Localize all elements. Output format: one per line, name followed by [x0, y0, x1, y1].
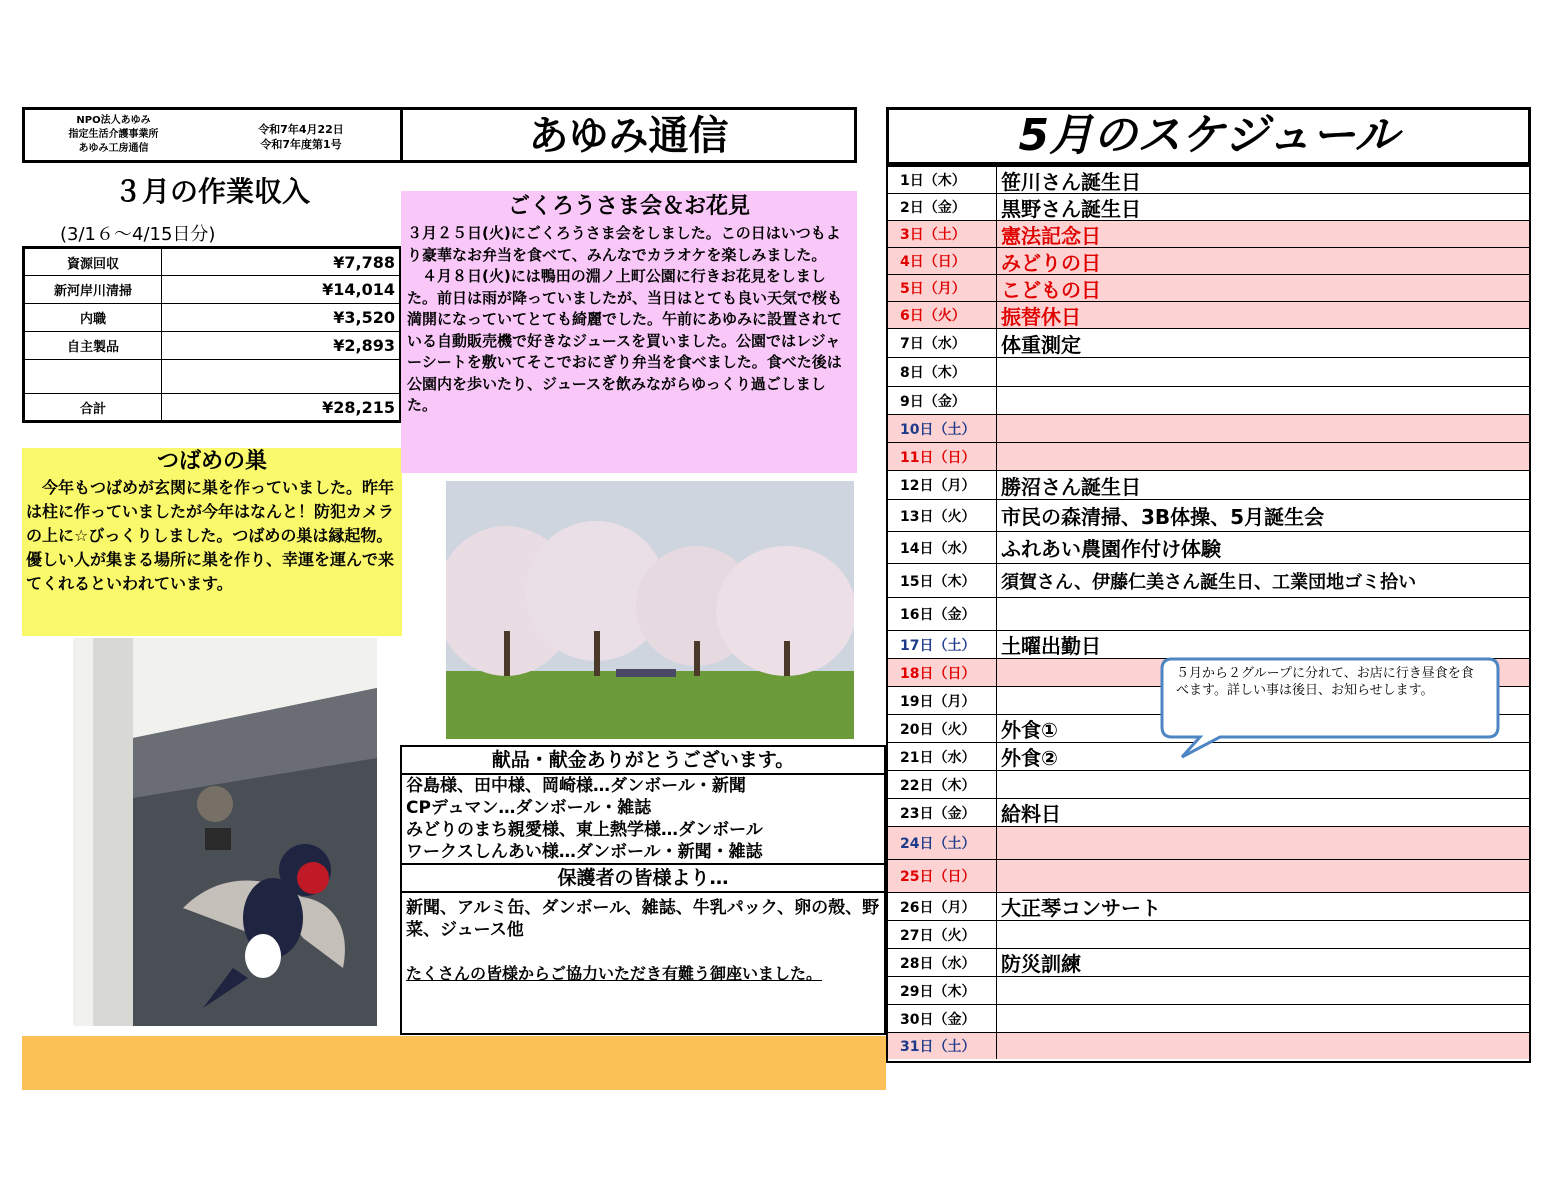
schedule-event: ふれあい農園作付け体験 — [1001, 537, 1221, 561]
schedule-row — [888, 949, 1529, 977]
schedule-event: 土曜出勤日 — [1001, 634, 1101, 658]
schedule-row-weekend — [888, 827, 1529, 860]
table-row — [24, 276, 401, 304]
schedule-day: 31日（土） — [888, 1033, 997, 1059]
schedule-event: 防災訓練 — [1001, 952, 1081, 976]
schedule-day: 24日（土） — [888, 827, 997, 859]
swallow-nest-section — [22, 448, 402, 636]
schedule-event — [997, 827, 1529, 859]
table-row — [24, 360, 401, 394]
schedule-day: 12日（月） — [888, 471, 997, 499]
schedule-day: 29日（木） — [888, 977, 997, 1004]
schedule-day: 23日（金） — [888, 799, 997, 826]
income-title: ３月の作業収入 — [113, 175, 310, 208]
schedule-row — [888, 977, 1529, 1005]
swallow-nest-photo — [73, 638, 377, 1026]
schedule-day: 28日（水） — [888, 949, 997, 976]
guardians-title: 保護者の皆様より… — [402, 863, 884, 893]
party-body — [407, 223, 851, 417]
income-label: 自主製品 — [24, 332, 162, 360]
schedule-event — [997, 358, 1529, 386]
newsletter-title: あゆみ通信 — [400, 107, 857, 163]
schedule-event: 笹川さん誕生日 — [1001, 169, 1141, 194]
org-facility: 指定生活介護事業所 — [68, 129, 159, 140]
table-row-total — [24, 394, 401, 422]
schedule-event: 外食① — [1001, 718, 1058, 742]
schedule-row — [888, 532, 1529, 564]
cherry-blossom-image — [446, 481, 854, 739]
org-block — [22, 107, 202, 163]
schedule-day: 11日（日） — [888, 443, 997, 470]
org-name: NPO法人あゆみ — [76, 115, 151, 126]
schedule-event — [997, 1005, 1529, 1032]
party-section — [401, 191, 857, 473]
schedule-event — [997, 1033, 1529, 1059]
schedule-row — [888, 194, 1529, 221]
schedule-event: みどりの日 — [1001, 250, 1101, 275]
schedule-event — [997, 921, 1529, 948]
schedule-event — [997, 598, 1529, 630]
swallow-nest-title: つばめの巣 — [156, 449, 267, 474]
schedule-row-holiday — [888, 275, 1529, 302]
swallow-nest-body: 今年もつばめが玄関に巣を作っていました。昨年は柱に作っていましたが今年はなんと！防犯カメラの上に☆びっくりしました。つばめの巣は縁起物。優しい人が集まる場所に巣を作り、幸運を運んで来てくれるといわれています。 — [26, 478, 395, 593]
schedule-day: 30日（金） — [888, 1005, 997, 1032]
schedule-event — [997, 977, 1529, 1004]
donation-line: ワークスしんあい様…ダンボール・新聞・雑誌 — [406, 842, 763, 862]
schedule-day: 18日（日） — [888, 659, 997, 686]
schedule-day: 7日（水） — [888, 329, 997, 357]
schedule-row — [888, 921, 1529, 949]
income-value: ¥3,520 — [162, 304, 401, 332]
schedule-row — [888, 358, 1529, 387]
schedule-event: 給料日 — [1001, 802, 1061, 826]
schedule-row — [888, 631, 1529, 659]
schedule-row-weekend — [888, 415, 1529, 443]
guardians-body — [402, 897, 884, 985]
schedule-row-weekend — [888, 1033, 1529, 1059]
footer-bar — [22, 1036, 886, 1090]
schedule-row — [888, 598, 1529, 631]
issue-date: 令和7年4月22日 — [258, 123, 344, 136]
party-paragraph-2: ４月８日(火)には鴨田の淵ノ上町公園に行きお花見をしました。前日は雨が降っていましたが、当日はとても良い天気で桜も満開になっていてとても綺麗でした。午前にあゆみに設置されている自動販売機で好きなジュースを買いました。公園ではレジャーシートを敷いてそこでおにぎり弁当を食べました。食べた後は公園内を歩いたり、ジュースを飲みながらゆっくり過ごしました。 — [407, 267, 843, 414]
schedule-day: 27日（火） — [888, 921, 997, 948]
schedule-day: 3日（土） — [888, 221, 997, 247]
schedule-event: こどもの日 — [1001, 277, 1101, 302]
party-title: ごくろうさま会＆お花見 — [507, 194, 750, 219]
schedule-event — [997, 860, 1529, 892]
income-table — [22, 246, 402, 423]
schedule-title: 5月のスケジュール — [886, 107, 1531, 165]
schedule-event: 大正琴コンサート — [1001, 896, 1161, 920]
income-total-value: ¥28,215 — [162, 394, 401, 422]
table-row — [24, 248, 401, 276]
schedule-row-holiday — [888, 221, 1529, 248]
issue-block — [202, 107, 400, 163]
schedule-row — [888, 167, 1529, 194]
schedule-event: 憲法記念日 — [1001, 223, 1101, 248]
schedule-row — [888, 771, 1529, 799]
table-row — [24, 304, 401, 332]
schedule-day: 6日（火） — [888, 302, 997, 328]
donation-line: みどりのまち親愛様、東上熱学様…ダンボール — [406, 820, 763, 840]
income-value: ¥14,014 — [162, 276, 401, 304]
schedule-day: 19日（月） — [888, 687, 997, 714]
issue-number: 令和7年度第1号 — [260, 138, 342, 151]
schedule-day: 21日（水） — [888, 743, 997, 770]
schedule-day: 15日（木） — [888, 564, 997, 597]
donation-line: 谷島様、田中様、岡崎様…ダンボール・新聞 — [406, 776, 746, 796]
schedule-row-holiday — [888, 302, 1529, 329]
schedule-row — [888, 893, 1529, 921]
schedule-day: 2日（金） — [888, 194, 997, 220]
schedule-row — [888, 564, 1529, 598]
schedule-day: 10日（土） — [888, 415, 997, 442]
income-label — [24, 360, 162, 394]
org-newsletter: あゆみ工房通信 — [78, 143, 149, 154]
schedule-event: 勝沼さん誕生日 — [1001, 474, 1141, 499]
schedule-row-holiday — [888, 248, 1529, 275]
income-value: ¥7,788 — [162, 248, 401, 276]
donations-list — [402, 775, 884, 863]
income-label: 新河岸川清掃 — [24, 276, 162, 304]
schedule-day: 26日（月） — [888, 893, 997, 920]
schedule-day: 4日（日） — [888, 248, 997, 274]
schedule-day: 9日（金） — [888, 387, 997, 414]
swallow-photo-image — [73, 638, 377, 1026]
schedule-event: 振替休日 — [1001, 304, 1081, 329]
schedule-day: 1日（木） — [888, 167, 997, 193]
schedule-row — [888, 329, 1529, 358]
schedule-day: 16日（金） — [888, 598, 997, 630]
schedule-row-weekend — [888, 443, 1529, 471]
schedule-event: 須賀さん、伊藤仁美さん誕生日、工業団地ゴミ拾い — [1001, 571, 1417, 593]
schedule-event — [997, 387, 1529, 414]
table-row — [24, 332, 401, 360]
schedule-row — [888, 500, 1529, 532]
cherry-blossom-photo — [446, 481, 854, 739]
schedule-day: 13日（火） — [888, 500, 997, 531]
income-period: (3/1６～4/15日分) — [60, 224, 216, 245]
income-value: ¥2,893 — [162, 332, 401, 360]
donations-section — [400, 745, 886, 1035]
donations-thanks: たくさんの皆様からご協力いただき有難う御座いました。 — [406, 964, 823, 983]
income-label: 資源回収 — [24, 248, 162, 276]
schedule-row-weekend — [888, 860, 1529, 893]
schedule-day: 14日（水） — [888, 532, 997, 563]
schedule-event: 黒野さん誕生日 — [1001, 196, 1141, 221]
schedule-row — [888, 799, 1529, 827]
schedule-event — [997, 771, 1529, 798]
schedule-event: 体重測定 — [1001, 332, 1081, 357]
income-label: 内職 — [24, 304, 162, 332]
income-total-label: 合計 — [24, 394, 162, 422]
party-paragraph-1: ３月２５日(火)にごくろうさま会をしました。この日はいつもより豪華なお弁当を食べて、みんなでカラオケを楽しみました。 — [407, 224, 841, 264]
schedule-day: 17日（土） — [888, 631, 997, 658]
guardians-items: 新聞、アルミ缶、ダンボール、雑誌、牛乳パック、卵の殻、野菜、ジュース他 — [406, 898, 880, 940]
schedule-day: 8日（木） — [888, 358, 997, 386]
donation-line: CPデュマン…ダンボール・雑誌 — [406, 798, 652, 818]
schedule-row — [888, 471, 1529, 500]
schedule-event — [997, 415, 1529, 442]
speech-bubble — [1160, 657, 1500, 739]
donations-title: 献品・献金ありがとうございます。 — [402, 747, 884, 775]
schedule-day: 5日（月） — [888, 275, 997, 301]
schedule-table — [886, 165, 1531, 1063]
schedule-day: 22日（木） — [888, 771, 997, 798]
schedule-event — [997, 443, 1529, 470]
schedule-row — [888, 387, 1529, 415]
speech-bubble-text: ５月から２グループに分れて、お店に行き昼食を食べます。詳しい事は後日、お知らせします。 — [1176, 666, 1474, 698]
schedule-day: 20日（火） — [888, 715, 997, 742]
schedule-event: 市民の森清掃、3B体操、5月誕生会 — [1001, 505, 1325, 529]
schedule-day: 25日（日） — [888, 860, 997, 892]
schedule-event: 外食② — [1001, 746, 1058, 770]
schedule-row — [888, 1005, 1529, 1033]
income-value — [162, 360, 401, 394]
